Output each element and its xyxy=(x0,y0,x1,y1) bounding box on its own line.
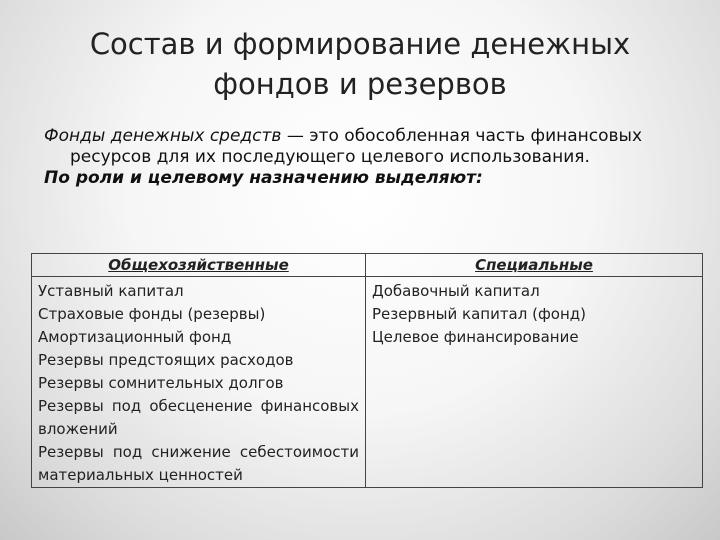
list-item: Уставный капитал xyxy=(38,282,184,300)
slide-title-line-1: Состав и формирование денежных xyxy=(89,27,631,61)
list-item: Резервы под обесценение финансовых вложений xyxy=(38,397,359,438)
header-special: Специальные xyxy=(366,254,703,277)
list-item: Резервы предстоящих расходов xyxy=(38,351,294,369)
slide-title xyxy=(60,24,660,104)
table-row xyxy=(32,277,703,488)
slide-title-line-2: фондов и резервов xyxy=(213,67,507,101)
list-item: Целевое финансирование xyxy=(372,328,579,346)
list-item: Резервный капитал (фонд) xyxy=(372,305,586,323)
special-funds-cell xyxy=(366,277,703,488)
list-item: Резервы сомнительных долгов xyxy=(38,374,284,392)
definition-text: — это обособленная часть финансовых ресурсов для их последующего целевого использования. xyxy=(70,126,643,167)
table-header-row xyxy=(32,254,703,277)
definition-term: Фонды денежных средств xyxy=(44,126,282,146)
list-item: Добавочный капитал xyxy=(372,282,540,300)
funds-table xyxy=(31,253,703,488)
list-item: Страховые фонды (резервы) xyxy=(38,305,266,323)
general-funds-cell xyxy=(32,277,366,488)
definition-paragraph xyxy=(44,126,684,168)
list-item: Резервы под снижение себестоимости материальных ценностей xyxy=(38,443,359,484)
list-item: Амортизационный фонд xyxy=(38,328,232,346)
header-general: Общехозяйственные xyxy=(32,254,366,277)
definition-block xyxy=(44,126,684,189)
role-intro: По роли и целевому назначению выделяют: xyxy=(44,168,483,188)
